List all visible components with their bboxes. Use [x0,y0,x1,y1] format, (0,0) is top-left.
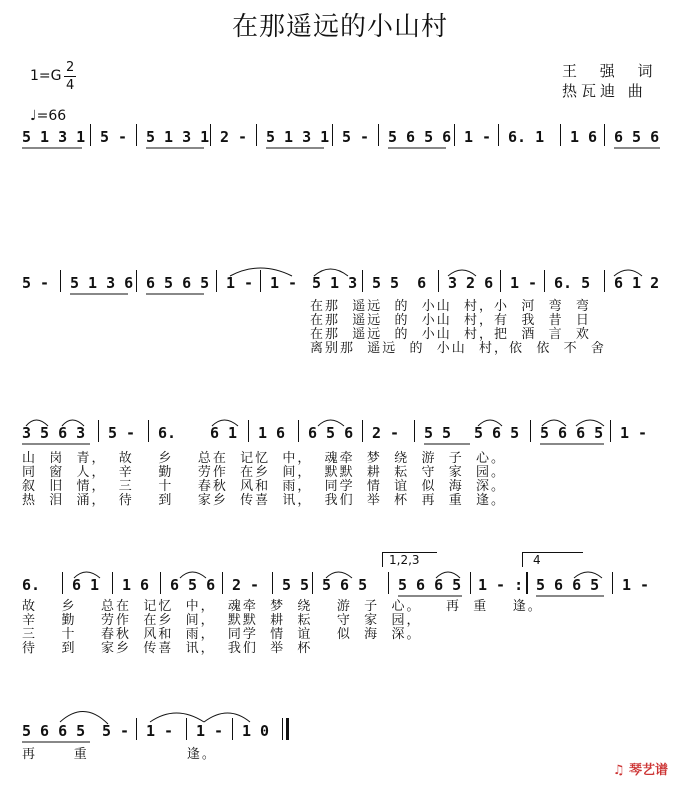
lyric-verse-4: 待 到 家乡 传喜 讯， 我们 举 杯 [22,641,313,656]
measure: 6. [158,424,177,442]
measure: 5 6 6 5 [398,576,462,594]
volta-label-2: 4 [533,553,541,567]
measure: 1 - : [478,576,524,594]
measure: 5 1 3 6 [70,274,134,292]
measure: 5 6 5 6 [388,128,452,146]
measure: 5 - [108,424,136,442]
lyric-verse-1: 山 岗 青， 故 乡 总在 记忆 中， 魂牵 梦 绕 游 子 心。 [22,451,506,466]
slur [326,572,352,578]
measure: 6 5 6 5 [146,274,210,292]
composer-credit: 热瓦迪 曲 [562,82,647,100]
measure: 1 6 [122,576,150,594]
slur [180,572,206,578]
measure: 5 6 6 5 [22,722,86,740]
tie [150,713,204,722]
measure: 1 - [196,722,224,740]
lyric-verse-2: 同 窗 人， 辛 勤 劳作 在乡 间， 默默 耕 耘 守 家 园。 [22,465,506,480]
volta-label-1: 1,2,3 [389,553,420,567]
lyric-verse-1: 在那 遥远 的 小山 村，小 河 弯 弯 [310,299,591,314]
measure: 5 - [102,722,130,740]
slur [448,270,476,276]
lyric-verse-3: 三 十 春秋 风和 雨， 同学 情 谊 似 海 深。 [22,627,422,642]
measure: 5 5 [282,576,310,594]
measure: 3 5 6 3 [22,424,86,442]
measure: 6 1 2 [614,274,660,292]
slur [436,572,460,578]
measure: 5 6 5 [322,576,368,594]
measure: 5 5 [424,424,452,442]
key-signature: 1=G [30,68,62,84]
time-signature-top: 2 [66,60,75,75]
measure: 5 1 3 1 [266,128,330,146]
measure: 6 5 6 [170,576,216,594]
time-signature-bottom: 4 [66,78,75,93]
measure: 2 - [232,576,260,594]
lyric-verse-2: 辛 勤 劳作 在乡 间， 默默 耕 耘 守 家 园， [22,613,422,628]
site-logo [613,759,668,778]
logo-icon: ♫ [612,763,625,778]
measure: 5 6 5 [474,424,520,442]
slur [314,269,348,276]
slur [212,420,238,426]
measure: 5 5 6 [372,274,427,292]
lyric-verse-3: 叙 旧 情， 三 十 春秋 风和 雨， 同学 情 谊 似 海 深。 [22,479,506,494]
slur [614,270,642,276]
measure: 5 1 3 1 [146,128,210,146]
measure: 1 - [622,576,650,594]
lyric-verse-4: 热 泪 涌， 待 到 家乡 传喜 讯， 我们 举 杯 再 重 逢。 [22,493,506,508]
slur [62,420,84,426]
measure: 6 1 [72,576,100,594]
measure: 1 6 [258,424,286,442]
slur [60,711,108,724]
lyric-verse-3: 在那 遥远 的 小山 村，把 酒 言 欢 [310,327,591,342]
measure: 6. 5 [554,274,591,292]
measure: 5 1 3 1 [22,128,86,146]
measure: 3 2 6 [448,274,494,292]
tempo-marking: ♩=66 [30,108,67,124]
measure: 5 6 6 5 [536,576,600,594]
measure: 1 - [146,722,174,740]
slur [542,420,566,426]
measure: 5 1 3 [312,274,358,292]
measure: 1 - [464,128,492,146]
measure: 6. [22,576,41,594]
slur [26,420,48,426]
lyricist-credit: 王 强 词 [562,62,662,80]
song-title: 在那遥远的小山村 [231,12,448,42]
tie [204,713,250,722]
measure: 5 - [342,128,370,146]
measure: 5 - [100,128,128,146]
lyric-verse-1: 故 乡 总在 记忆 中， 魂牵 梦 绕 游 子 心。 再 重 逢。 [22,599,543,614]
measure: 6 5 6 [614,128,660,146]
slur [478,420,502,426]
logo-text: 琴艺谱 [628,763,668,778]
lyric-verse-1: 再 重 逢。 [22,747,217,762]
lyric-verse-2: 在那 遥远 的 小山 村，有 我 昔 日 [310,313,591,328]
measure: 2 - [220,128,248,146]
lyric-verse-4: 离别那 遥远 的 小山 村，依 依 不 舍 [310,341,606,356]
measure: 1 6 [570,128,598,146]
measure: 1 - [270,274,298,292]
slur [574,572,602,578]
measure: 6 1 [210,424,238,442]
measure: 5 6 6 5 [540,424,604,442]
slur [318,420,344,426]
measure: 1 - [620,424,648,442]
measure: 1 0 [242,722,270,740]
measure: 6 5 6 [308,424,354,442]
measure: 1 - [510,274,538,292]
slur [74,572,100,578]
measure: 6. 1 [508,128,545,146]
slur [576,420,604,426]
tie [230,268,292,276]
measure: 2 - [372,424,400,442]
measure: 1 - [226,274,254,292]
measure: 5 - [22,274,50,292]
